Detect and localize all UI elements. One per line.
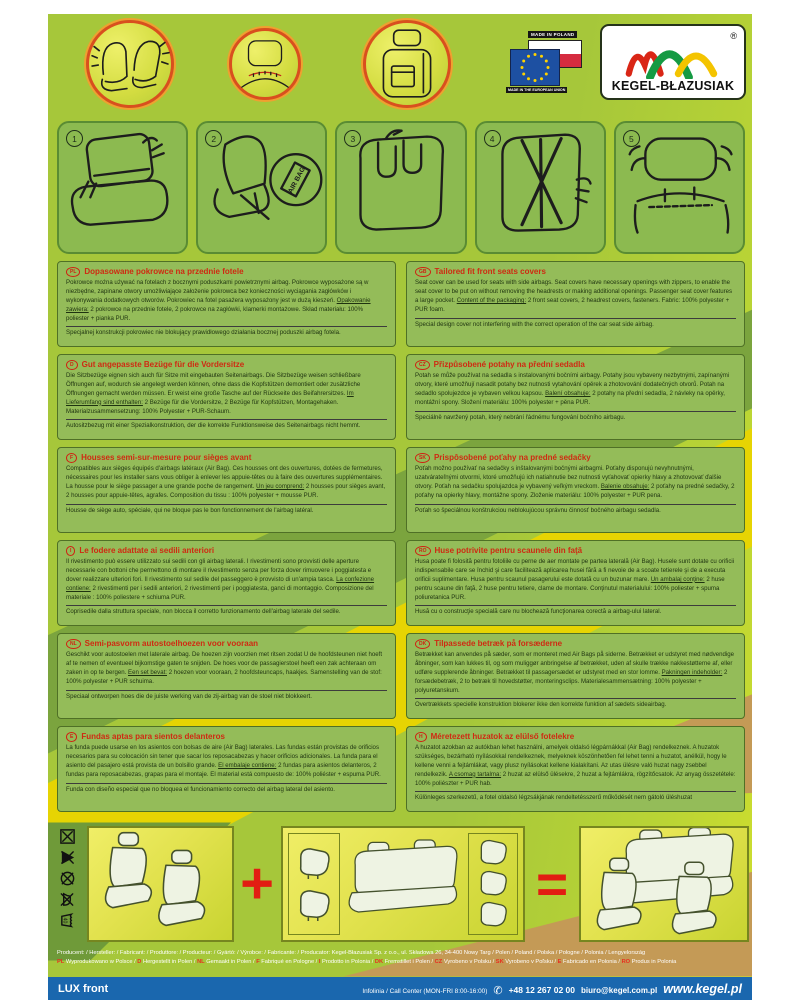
language-badge: RO <box>415 546 431 556</box>
made-in-poland-label: MADE IN POLAND <box>528 31 577 38</box>
made-in-line: PL Wyprodukowano w Polsce / D Hergestellt in Polen / NL Gemaakt in Polen / F Fabriqué en Pologne / I Prodotto in Polonia / DK Fremstillet i Polen / CZ Vyrobeno v Polsku / SK Vyrobeno v Poľsku / E Fabricado en Polonia / RO Produs in Polonia <box>57 959 677 966</box>
block-divider <box>66 783 387 784</box>
svg-text:AIR BAG: AIR BAG <box>287 165 308 195</box>
block-divider <box>66 419 387 420</box>
full-set-illustration <box>581 828 747 940</box>
step-panel-1 <box>57 121 188 254</box>
step-panel-2 <box>196 121 327 254</box>
step-number: 1 <box>66 130 83 147</box>
block-title: Gut angepasste Bezüge für die Vordersitze <box>81 359 245 369</box>
block-note: Overtrækkets specielle konstruktion blokerer ikke den korrekte funktion af sædets sideairbag. <box>415 701 667 709</box>
block-divider <box>66 690 387 691</box>
eu-flag-icon <box>510 49 560 86</box>
phone-icon: ✆ <box>493 984 503 997</box>
block-body: Poťah možno používať na sedačky s inštalovanými bočnými airbagmi. Poťahy disponujú nevyhnutnými, uzatvárateľnými otvormi, ktoré umožňujú ich natiahnutie bez nutnosti vyťahovať opierky hlavy a zhotovovať ďalšie otvory. Poťah na sedačku spolujazdca je vybavený veľkým vreckom. Balenie obsahuje: 2 poťahy na predné sedačky, 2 poťahy na opierky hlavy, montážne spony. Zloženie materiálu: 100% polyester + PUR pena. <box>415 465 735 499</box>
phone-number: +48 12 267 02 00 <box>508 984 575 995</box>
block-body: Betrækket kan anvendes på sæder, som er monteret med Air Bags på siderne. Betrækket er udstyret med nødvendige åbninger, som kan lukkes til, og som muliggør anbringelse af betrækket, uden af skulle trække nakkestøtterne af, eller udføre supplerende åbninger. Betrækket til passagersædet er udstyret med en stor lomme. Pakningen indeholder: 2 forsædebetræk, 2 to betræk til hovedstøtter, monteringsclips. Materialesammensætning: 100% polyester + polyuretanskum. <box>415 651 735 694</box>
bottom-bar <box>48 977 752 1000</box>
block-title: Tilpassede betræk på forsæderne <box>434 638 563 648</box>
block-divider <box>415 698 736 699</box>
block-note: Specjalnej konstrukcji pokrowiec nie blokujący prawidłowego działania bocznej poduszki airbag fotela. <box>66 329 341 337</box>
block-title: Housses semi-sur-mesure pour sièges avant <box>81 452 252 462</box>
product-name: LUX front <box>58 982 109 995</box>
block-body: Il rivestimento può essere utilizzato sui sedili con gli airbag laterali. I rivestimenti sono provvisti delle aperture necessarie con bottoni che permettono di montare il rivestimento senza per forza dover rimuovere i poggiatesta e dover realizzare ulteriori fori. Il rivestimento sul sedile del passeggero è provvisto di un'ampia tasca. La confezione contiene: 2 rivestimenti per i sedili anteriori, 2 rivestimenti per i poggiatesta, ganci di montaggio. Composizione del materiale : 100% poliestere + schiuma PUR. <box>66 558 375 601</box>
block-body: A huzatot azokban az autókban lehet használni, amelyek oldalsó légpárnákkal (Air Bag) rendelkeznek. A huzatok szükséges, bezárható nyílásokkal rendelkeznek, melyeknek köszönhetően fel lehet tenni a huzatot, anélkül, hogy le kellene venni a fejtámlákat, vagy plusz nyílásokat kellene kialakítani. Az utas ülésre való huzat nagy zsebbel rendelkezik. A csomag tartalma: 2 huzat az elülső ülésekre, 2 huzat a fejtámlákra, rögzítőcsatok. Az anyag összetétele: 100% poliészter + PUR hab. <box>415 744 736 787</box>
block-title: Tailored fit front seats covers <box>434 266 546 276</box>
headrest-zipper-badge-icon <box>229 28 301 100</box>
do-not-dry-clean-icon <box>59 870 76 887</box>
block-note: Autositzbezug mit einer Spezialkonstruktion, der die korrekte Funktionsweise des Seitenairbags nicht hemmt. <box>66 422 361 430</box>
headrest-cover-icon <box>476 900 510 930</box>
language-badge: SK <box>415 453 430 463</box>
infoline-label: Infolinia / Call Center (MON-FRI 8:00-16:00) <box>362 987 488 995</box>
headrest-covers-subpanel-left <box>288 833 340 935</box>
block-title: Méretezett huzatok az elülső fotelekre <box>430 731 575 741</box>
block-body: Potah se může používat na sedadla s instalovanými bočními airbagy. Potahy jsou vybaveny nezbytnými, zapínanými otvory, které umožňují nasadit potahy bez nutnosti vytahování opěrek a zhotovování dodatečných otvorů. Potah na sedadlo spolujezdce je vybaven velkou kapsou. Balení obsahuje: 2 potahy na přední sedadla, 2 návleky na opěrky, montážní spony. Složení materiálu: 100% polyester + pěna PUR. <box>415 372 730 406</box>
producer-line: Producent: / Hersteller: / Fabricant: / Produttore: / Producteur: / Gyártó: / Výrobce: / Fabricante: / Producator: Kegel-Błazusiak Sp. z o.o., ul. Składowa 26, 34-400 Nowy Targ / Polen / Poland / Polska / Pologne / Polonia / Lengyelország <box>57 950 646 956</box>
language-badge: NL <box>66 639 81 649</box>
rear-bench-illustration <box>344 832 464 936</box>
block-title: Semi-pasvorm autostoelhoezen voor vooraan <box>84 638 259 648</box>
lang-block-e <box>57 726 396 812</box>
lang-block-sk <box>406 447 745 533</box>
side-airbag-badge-icon <box>86 20 174 108</box>
front-seat-covers-illustration <box>89 828 232 940</box>
block-body: La funda puede usarse en los asientos con bolsas de aire (Air Bag) laterales. Las fundas están provistas de orificios necesarios para su colocación sin tener que sacar los reposacabezas y hacer orificios adicionales. La funda para el asiento del pasajero está provista de un bolsillo grande. El embalaje contiene: 2 fundas para asientos delanteros, 2 fundas para reposacabezas, grapas para el montaje. El material está compuesto de: 100% poliéster + espuma PUR. <box>66 744 381 778</box>
lang-block-f <box>57 447 396 533</box>
block-divider <box>415 605 736 606</box>
full-set-panel <box>579 826 749 942</box>
block-title: Dopasowane pokrowce na przednie fotele <box>84 266 244 276</box>
set-equation-section <box>57 826 749 942</box>
lang-block-gb <box>406 261 745 347</box>
block-divider <box>415 411 736 412</box>
block-note: Funda con diseño especial que no bloquea el funcionamiento correcto del airbag lateral del asiento. <box>66 785 335 793</box>
equals-operator: = <box>535 852 569 915</box>
brand-arches-icon <box>617 33 729 79</box>
language-badge: H <box>415 732 427 742</box>
block-body: Husa poate fi folosită pentru fotoliile cu perne de aer montate pe partea laterală (Air Bag). Husele sunt dotate cu orificii indispensabile care se închid şi care facilitează aplicarea husei fără a fi nevoie de a scoate tetierele şi de a executa orificii suplimentare. Husa pentru scaunul pasagerului este dotată cu un buzunar mare. Un ambalaj conţine: 2 huse pentru scaune din faţă, 2 huse pentru tetiere, clame de montare. Conţinutul materialului: 100% poliester + spuma poliuretanica PUR. <box>415 558 735 601</box>
block-divider <box>415 791 736 792</box>
block-note: Coprisedile dalla struttura speciale, non blocca il corretto funzionamento dell'airbag laterale del sedile. <box>66 608 341 616</box>
step-number: 3 <box>344 130 361 147</box>
block-divider <box>66 504 387 505</box>
lang-block-cz <box>406 354 745 440</box>
made-in-eu-label: MADE IN THE EUROPEAN UNION <box>508 88 566 92</box>
brand-logo <box>600 24 746 100</box>
block-note: Különleges szerkezetű, a fotel oldalsó légzsákjának rendeltetésszerű működését nem gátoló üléshuzat <box>415 794 693 802</box>
email-link[interactable]: biuro@kegel.com.pl <box>581 985 658 995</box>
footer-text <box>57 949 747 967</box>
block-body: Compatibles aux sièges équipés d'airbags latéraux (Air Bag). Ces housses ont des ouvertures, dotées de fermetures, nécessaires pour les installer sans vous obliger à enlever les appuie-têtes ou à faire des ouvertures supplémentaires. La housse pour le siège passager a une grande poche de rangement. Un jeu comprend: 2 housses pour sièges avant, 2 housses pour appuie-têtes, agrafes. Composition du tissu : 100% polyester + mousse PUR. <box>66 465 386 499</box>
block-title: Přizpůsobené potahy na přední sedadla <box>433 359 585 369</box>
block-note: Speciálně navržený potah, který nebrání řádnému fungování bočního airbagu. <box>415 413 626 421</box>
block-title: Prispôsobené poťahy na predné sedačky <box>433 452 591 462</box>
contact-info <box>362 982 742 996</box>
language-badge: E <box>66 732 77 742</box>
language-badge: DK <box>415 639 430 649</box>
wash-40-icon <box>59 912 76 929</box>
headrest-cover-icon <box>476 838 510 868</box>
seat-pocket-badge-icon <box>363 20 451 108</box>
block-title: Le fodere adattate ai sedili anteriori <box>79 545 215 555</box>
block-body: Geschikt voor autostoelen met laterale airbag. De hoezen zijn voorzien met ritsen zodat U de hoofdsteunen niet hoeft af te nemen of eventueel bijkomstige gaten te snijden. De hoes voor de passagierstoel heeft een zak achteraan om zaken in op te bergen. Een set bevat: 2 hoezen voor vooraan, 2 hoofdsteuncaps, haakjes. Samenstelling van de stof: 100% polyester + PUR schuima. <box>66 651 383 685</box>
step-panel-3 <box>335 121 466 254</box>
headrest-cover-icon <box>295 888 333 922</box>
lang-block-ro <box>406 540 745 626</box>
block-divider <box>415 318 736 319</box>
block-note: Husă cu o construcţie specială care nu blochează funcţionarea corectă a airbag-ului lateral. <box>415 608 662 616</box>
block-divider <box>66 326 387 327</box>
lang-block-d <box>57 354 396 440</box>
step-panel-4 <box>475 121 606 254</box>
language-blocks <box>57 261 745 812</box>
installation-steps <box>57 121 745 254</box>
language-badge: PL <box>66 267 80 277</box>
block-title: Fundas aptas para sientos delanteros <box>81 731 225 741</box>
step-number: 4 <box>484 130 501 147</box>
lang-block-h <box>406 726 745 812</box>
step-panel-5 <box>614 121 745 254</box>
website-link[interactable]: www.kegel.pl <box>663 981 742 996</box>
care-symbols <box>57 828 77 929</box>
block-body: Die Sitzbezüge eignen sich auch für Sitze mit eingebauten Seitenairbags. Die Sitzbezüge weisen schließbare Öffnungen auf, wodurch sie angelegt werden können, ohne dass die Kopfstützen demontiert oder zusätzliche Öffnungen gemacht werden müssen. Er weist eine große Tasche auf der Rückseite des Beifahrersitzes. Im Lieferumfang sind enthalten: 2 Bezüge für die Vordersitze, 2 Bezüge für Kopfstützen, Montagehaken. Materialzusammensetzung: 100% Polyester + PUR-Schaum. <box>66 372 361 415</box>
lang-block-i <box>57 540 396 626</box>
block-note: Poťah so špeciálnou konštrukciou neblokujúcou správnu činnosť bočného airbagu sedadla. <box>415 506 661 514</box>
language-badge: F <box>66 453 77 463</box>
lang-block-nl <box>57 633 396 719</box>
plus-operator: + <box>240 851 274 916</box>
language-badge: GB <box>415 267 431 277</box>
do-not-tumble-dry-icon <box>59 828 76 845</box>
front-seats-panel <box>87 826 234 942</box>
step-number: 5 <box>623 130 640 147</box>
block-body: Pokrowce można używać na fotelach z bocznymi poduszkami powietrznymi airbag. Pokrowce wyposażone są w niezbędne, zapinane otwory umożliwiające założenie pokrowca bez konieczności wyciągania zagłówków i wykonywania dodatkowych otworów. Pokrowiec na fotel pasażera wyposażony jest w dużą kieszeń. Opakowanie zawiera: 2 pokrowce na przednie fotele, 2 pokrowce na zagłówki, klamerki montażowe. Skład materiału: 100% poliester + pianka PUR. <box>66 279 371 322</box>
rear-set-panel <box>281 826 525 942</box>
block-divider <box>66 605 387 606</box>
do-not-iron-icon <box>59 891 76 908</box>
block-note: Housse de siège auto, spéciale, qui ne bloque pas le bon fonctionnement de l'airbag latéral. <box>66 506 314 514</box>
block-note: Speciaal ontworpen hoes die de juiste werking van de zij-airbag van de stoel niet blokkeert. <box>66 692 312 700</box>
do-not-bleach-icon <box>59 849 76 866</box>
leaflet-sheet <box>48 14 752 1000</box>
brand-name: KEGEL-BŁAZUSIAK <box>611 79 735 93</box>
headrest-cover-icon <box>295 846 333 880</box>
registered-mark: ® <box>730 31 737 41</box>
block-divider <box>415 504 736 505</box>
lang-block-dk <box>406 633 745 719</box>
language-badge: CZ <box>415 360 430 370</box>
language-badge: I <box>66 546 75 556</box>
block-note: Special design cover not interfering with the correct operation of the car seat side airbag. <box>415 320 654 328</box>
block-body: Seat cover can be used for seats with side airbags. Seat covers have necessary openings with zippers, to enable the seat cover to be put on without removing the headrests or making additional openings. Passenger seat cover features a large pocket. Content of the packaging: 2 front seat covers, 2 headrest covers, fasteners. Fabric: 100% polyester + PUR foam. <box>415 279 733 313</box>
lang-block-pl <box>57 261 396 347</box>
headrest-cover-icon <box>476 869 510 899</box>
block-title: Huse potrivite pentru scaunele din faţă <box>434 545 583 555</box>
headrest-covers-subpanel-right <box>468 833 518 935</box>
svg-text:40: 40 <box>61 917 68 924</box>
language-badge: D <box>66 360 78 370</box>
origin-flags <box>506 29 596 101</box>
step-number: 2 <box>205 130 222 147</box>
